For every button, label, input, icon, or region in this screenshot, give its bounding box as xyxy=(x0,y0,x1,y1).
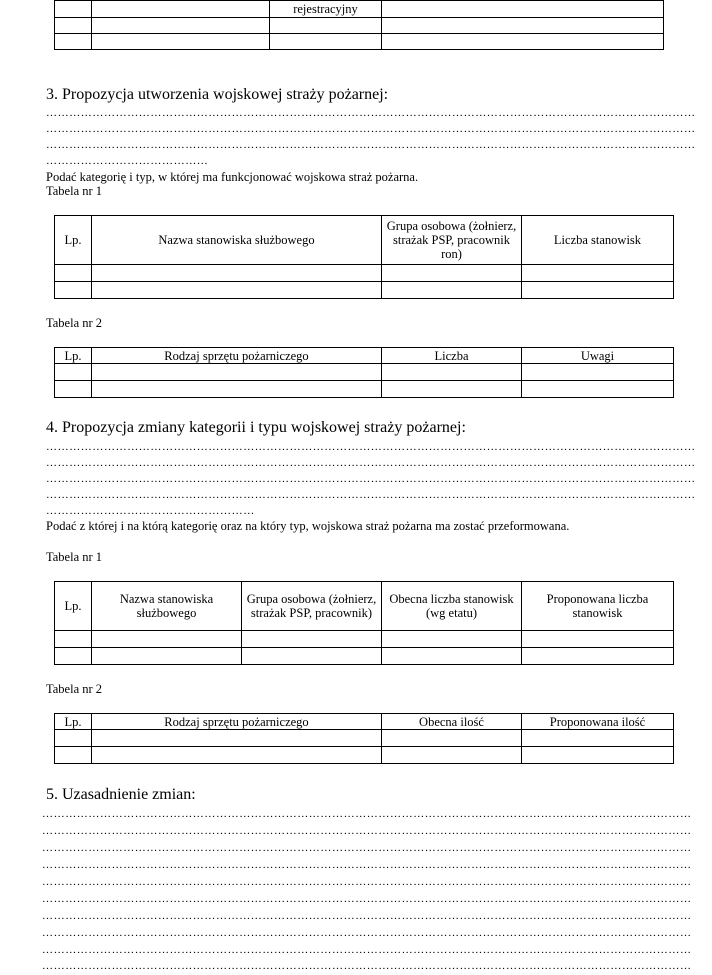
section5-answer-line-6[interactable]: …………………………………………………………………………………………………………………………………………………… xyxy=(42,893,692,905)
section3-answer-line-2[interactable]: …………………………………………………………………………………………………………………………………………………… xyxy=(46,123,696,135)
table-row xyxy=(55,730,674,747)
section3-table1-label: Tabela nr 1 xyxy=(46,184,103,198)
section5-answer-line-3[interactable]: …………………………………………………………………………………………………………………………………………………… xyxy=(42,842,692,854)
section3-answer-line-1[interactable]: …………………………………………………………………………………………………………………………………………………… xyxy=(46,107,696,119)
section4-table2-label: Tabela nr 2 xyxy=(46,682,103,696)
section4-answer-line-5[interactable]: ……………………………………………… xyxy=(46,505,255,517)
table-header-row xyxy=(55,348,674,364)
table-cell-text: rejestracyjny xyxy=(270,1,382,18)
table-row xyxy=(55,265,674,282)
table-row xyxy=(55,1,664,18)
section4-answer-line-3[interactable]: …………………………………………………………………………………………………………………………………………………… xyxy=(46,473,696,485)
table-row xyxy=(55,648,674,665)
section4-table1-label: Tabela nr 1 xyxy=(46,550,103,564)
table-row xyxy=(55,364,674,381)
section5-answer-line-9[interactable]: …………………………………………………………………………………………………………………………………………………… xyxy=(42,944,692,956)
column-header-proposed-quantity: Proponowana ilość xyxy=(522,714,674,730)
section3-heading: 3. Propozycja utworzenia wojskowej straży pożarnej: xyxy=(46,86,389,103)
column-header-position: Nazwa stanowiska służbowego xyxy=(92,216,382,265)
section5-answer-line-1[interactable]: …………………………………………………………………………………………………………………………………………………… xyxy=(42,808,692,820)
column-header-count: Liczba stanowisk xyxy=(522,216,674,265)
section5-answer-line-2[interactable]: …………………………………………………………………………………………………………………………………………………… xyxy=(42,825,692,837)
table-row xyxy=(55,631,674,648)
section4-answer-line-4[interactable]: …………………………………………………………………………………………………………………………………………………… xyxy=(46,489,696,501)
section5-answer-line-5[interactable]: …………………………………………………………………………………………………………………………………………………… xyxy=(42,876,692,888)
section3-table2 xyxy=(54,347,674,398)
table-header-row xyxy=(55,714,674,730)
section4-table2 xyxy=(54,713,674,764)
section3-answer-line-3[interactable]: …………………………………………………………………………………………………………………………………………………… xyxy=(46,139,696,151)
column-header-position: Nazwa stanowiska służbowego xyxy=(92,582,242,631)
section4-heading: 4. Propozycja zmiany kategorii i typu wojskowej straży pożarnej: xyxy=(46,419,466,436)
table-row xyxy=(55,34,664,50)
section4-note: Podać z której i na którą kategorię oraz na który typ, wojskowa straż pożarna ma zostać przeformowana. xyxy=(46,519,570,533)
table-row xyxy=(55,282,674,299)
section3-answer-line-4[interactable]: …………………………………… xyxy=(46,155,209,167)
section5-answer-line-4[interactable]: …………………………………………………………………………………………………………………………………………………… xyxy=(42,859,692,871)
table-row xyxy=(55,381,674,398)
section4-table1 xyxy=(54,581,674,665)
table-header-row xyxy=(55,582,674,631)
section4-answer-line-1[interactable]: …………………………………………………………………………………………………………………………………………………… xyxy=(46,441,696,453)
section5-heading: 5. Uzasadnienie zmian: xyxy=(46,786,196,803)
column-header-equipment-type: Rodzaj sprzętu pożarniczego xyxy=(92,348,382,364)
column-header-quantity: Liczba xyxy=(382,348,522,364)
top-table-fragment xyxy=(54,0,664,50)
column-header-group: Grupa osobowa (żołnierz, strażak PSP, pracownik ron) xyxy=(382,216,522,265)
section4-answer-line-2[interactable]: …………………………………………………………………………………………………………………………………………………… xyxy=(46,457,696,469)
section5-answer-line-10[interactable]: …………………………………………………………………………………………………………………………………………………… xyxy=(42,960,692,972)
column-header-group: Grupa osobowa (żołnierz, strażak PSP, pracownik) xyxy=(242,582,382,631)
column-header-equipment-type: Rodzaj sprzętu pożarniczego xyxy=(92,714,382,730)
column-header-current-quantity: Obecna ilość xyxy=(382,714,522,730)
section3-table1 xyxy=(54,215,674,299)
section5-answer-line-7[interactable]: …………………………………………………………………………………………………………………………………………………… xyxy=(42,910,692,922)
table-row xyxy=(55,18,664,34)
section3-note: Podać kategorię i typ, w której ma funkcjonować wojskowa straż pożarna. xyxy=(46,170,419,184)
column-header-lp: Lp. xyxy=(55,582,92,631)
column-header-lp: Lp. xyxy=(55,216,92,265)
column-header-lp: Lp. xyxy=(55,348,92,364)
column-header-proposed-count: Proponowana liczba stanowisk xyxy=(522,582,674,631)
section5-answer-line-8[interactable]: …………………………………………………………………………………………………………………………………………………… xyxy=(42,927,692,939)
table-header-row xyxy=(55,216,674,265)
column-header-current-count: Obecna liczba stanowisk (wg etatu) xyxy=(382,582,522,631)
column-header-lp: Lp. xyxy=(55,714,92,730)
column-header-remarks: Uwagi xyxy=(522,348,674,364)
table-row xyxy=(55,747,674,764)
section3-table2-label: Tabela nr 2 xyxy=(46,316,103,330)
